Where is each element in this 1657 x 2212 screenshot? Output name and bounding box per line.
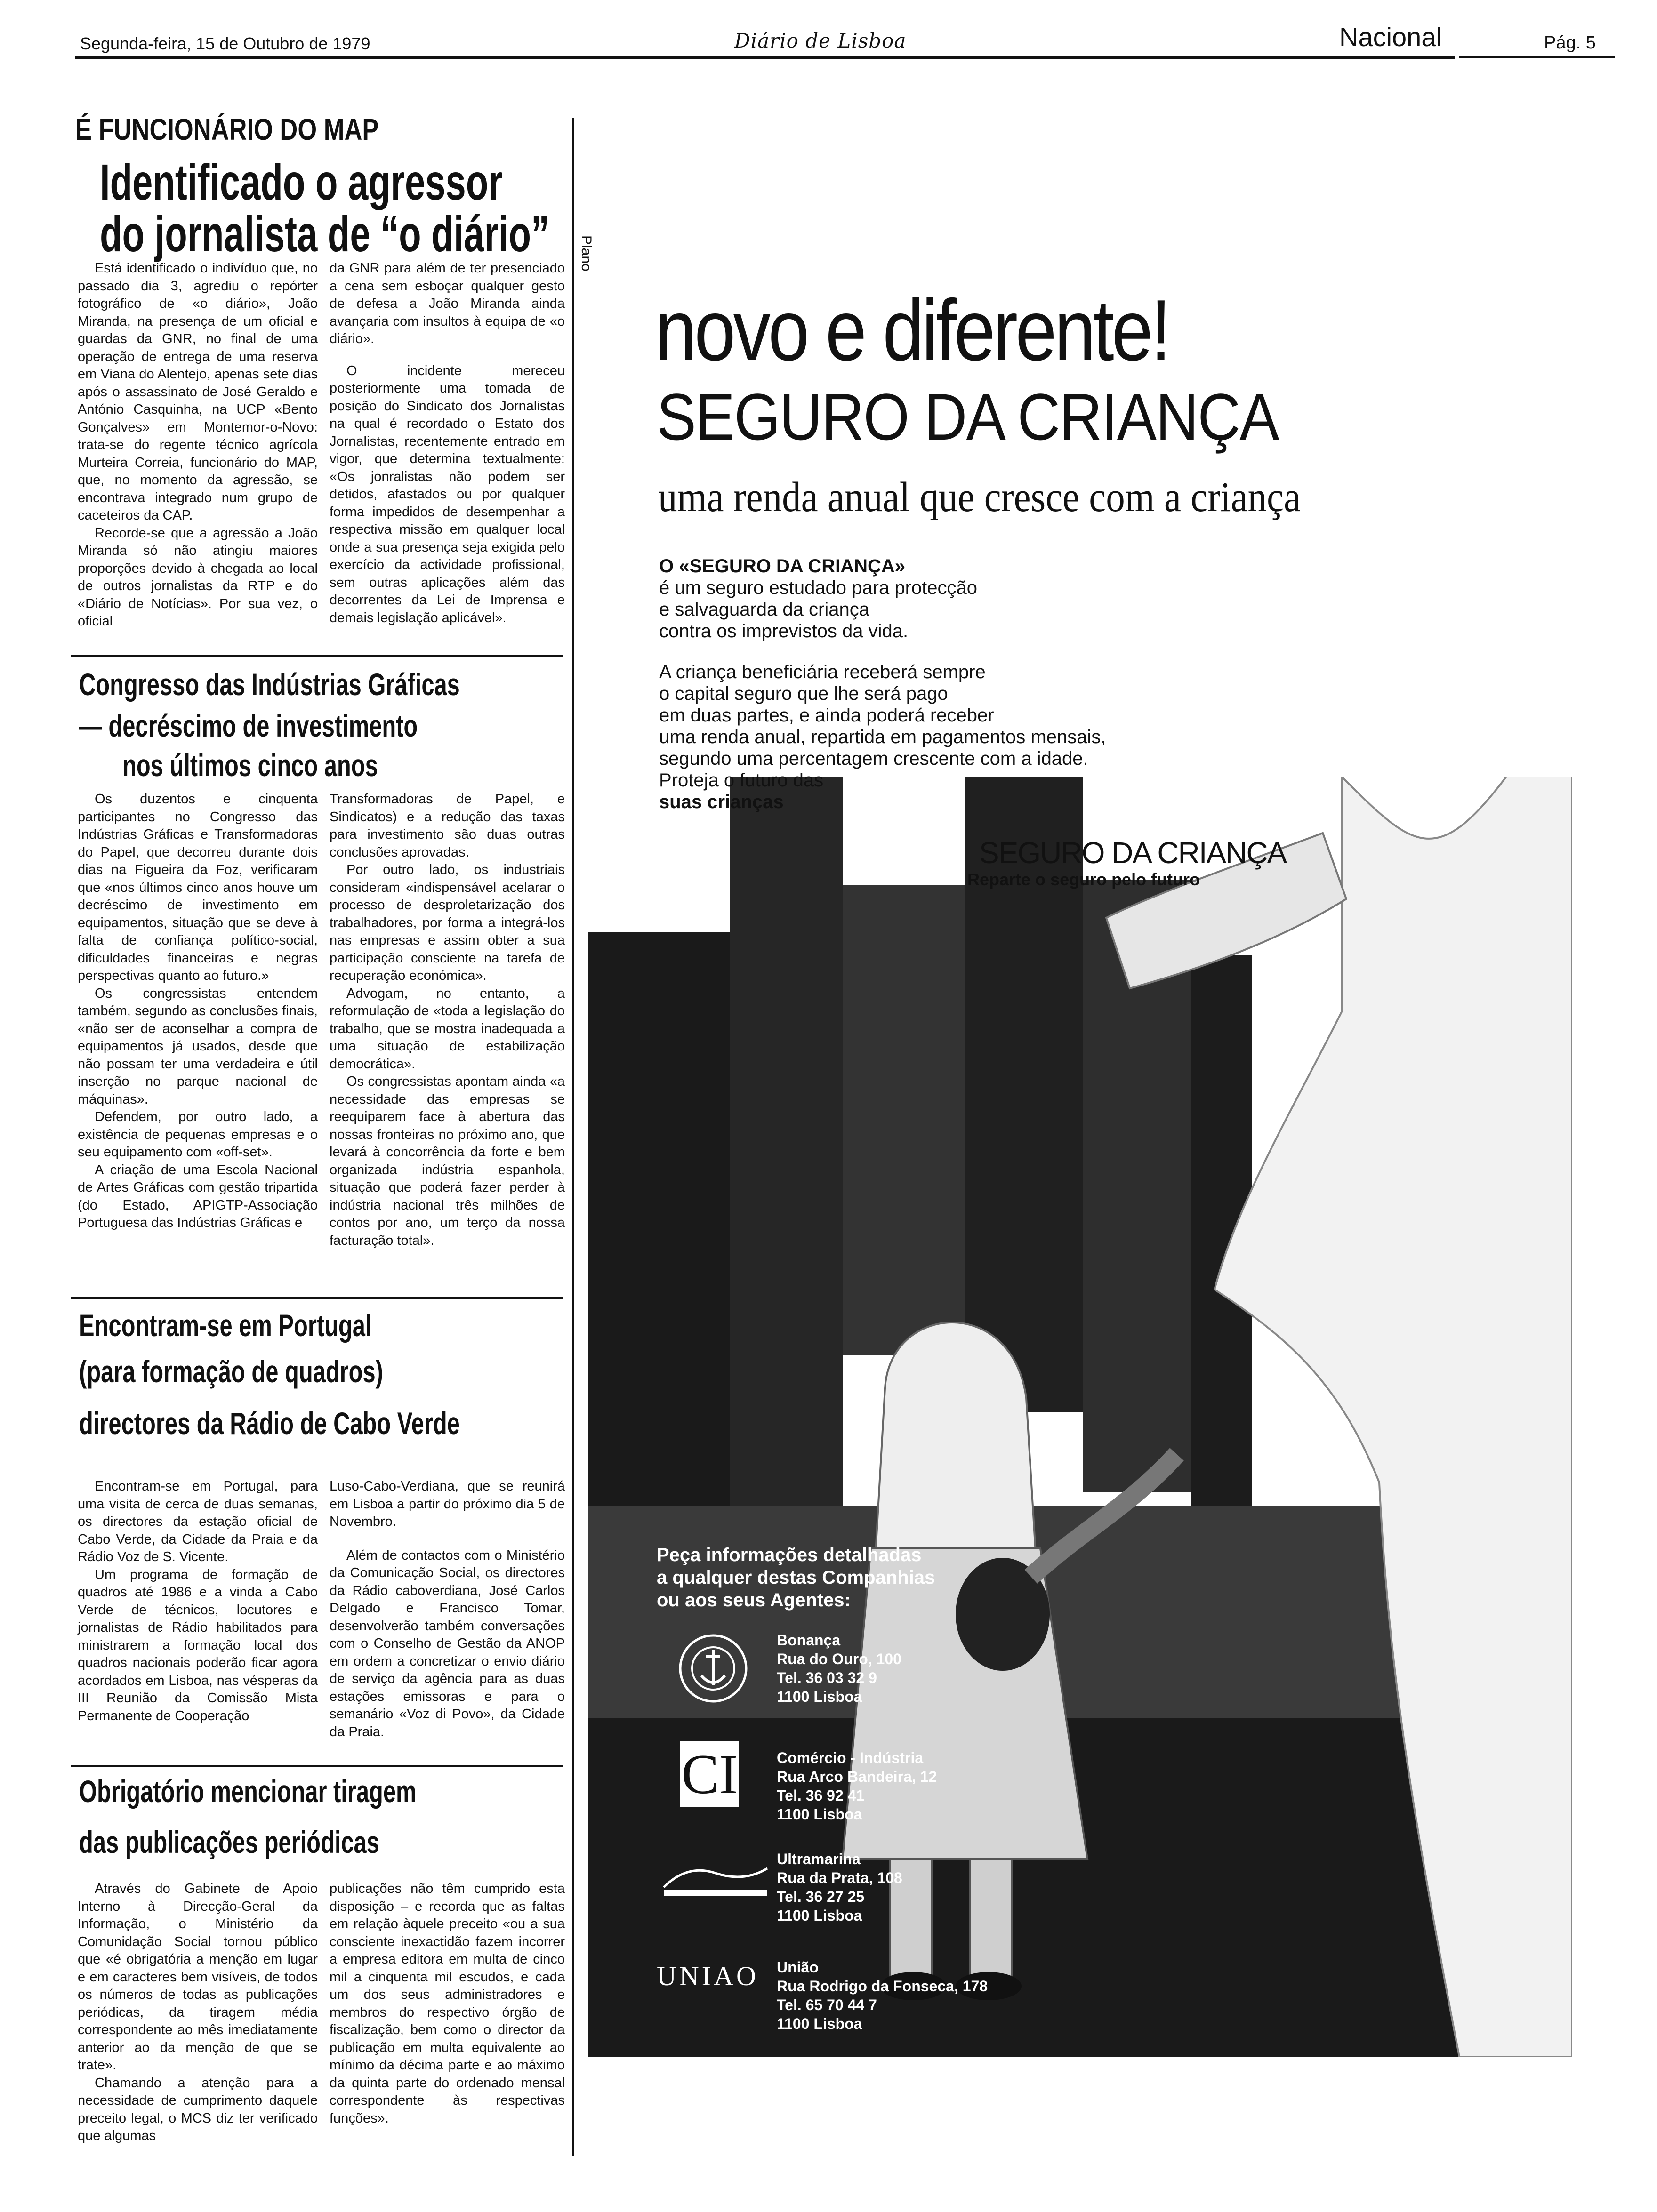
ad-title-line1: novo e diferente! xyxy=(655,281,1169,378)
newspaper-name: Diário de Lisboa xyxy=(734,29,907,52)
paragraph: Os congressistas entendem também, segundo as conclusões finais, «não ser de aconselhar a compra de equipamentos já usados, desde que não possam ter uma verdadeira e útil inserção no parque nacional de máquinas». xyxy=(78,986,318,1107)
company-comercio-industria xyxy=(777,1748,937,1824)
company-name: Bonança xyxy=(777,1632,841,1649)
article3-title-line2: (para formação de quadros) xyxy=(79,1354,383,1389)
ad-line: A criança beneficiária receberá sempre xyxy=(659,662,986,682)
article4-title-line2: das publicações periódicas xyxy=(79,1825,379,1859)
paragraph: Além de contactos com o Ministério da Comunicação Social, os directores da Rádio caboverdiana, José Carlos Delgado e Francisco Tomar, desenvolverão também conversações com o Conselho de Gestão da ANOP em ordem a concretizar o envio diário de serviço da agência para as duas estações emissoras e para o semanário «Voz di Povo», da Cidade da Praia. xyxy=(330,1547,565,1739)
company-name: Ultramarina xyxy=(777,1851,861,1867)
company-phone: Tel. 36 92 41 xyxy=(777,1787,865,1804)
ad-info-line: ou aos seus Agentes: xyxy=(657,1590,851,1611)
bonanca-logo-icon xyxy=(678,1633,748,1704)
article2-title-line3: nos últimos cinco anos xyxy=(122,748,378,783)
company-bonanca xyxy=(777,1631,901,1706)
company-phone: Tel. 36 27 25 xyxy=(777,1888,865,1905)
ad-line: e salvaguarda da criança xyxy=(659,599,869,620)
ad-credit: Plano xyxy=(579,235,594,272)
ad-title-line2: SEGURO DA CRIANÇA xyxy=(657,380,1279,454)
header-rule xyxy=(75,56,1455,59)
article2-title-line2: — decréscimo de investimento xyxy=(79,708,418,743)
paragraph: Por outro lado, os industriais consideram «indispensável acelarar o processo de desproletarização dos trabalhadores, por forma a integrá-los nas empresas e assim obter a sua participação consciente na tarefa de recuperação económica». xyxy=(330,862,565,983)
ad-tagline: Reparte o seguro pelo futuro xyxy=(967,870,1200,889)
ad-line: o capital seguro que lhe será pago xyxy=(659,683,948,704)
article1-column1 xyxy=(78,260,318,631)
article1-column2 xyxy=(330,260,565,627)
article4-title-line1: Obrigatório mencionar tiragem xyxy=(79,1774,417,1809)
paragraph: publicações não têm cumprido esta disposição – e recorda que as faltas em relação àquele preceito «ou a sua consciente inexactidão fazem incorrer a empresa editora em multa de cinco mil a cinquenta mil escudos, e cada um dos seus administradores e membros do respectivo órgão de fiscalização, bem como o director da publicação em multa equivalente ao mínimo da décima parte e ao máximo da quinta parte do ordenado mensal correspondente às respectivas funções». xyxy=(330,1881,565,2126)
ad-line: suas crianças xyxy=(659,792,784,812)
company-uniao xyxy=(777,1958,988,2033)
paragraph: da GNR para além de ter presenciado a cena sem esboçar qualquer gesto de defesa a João Miranda ainda avançaria com insultos à equipa de «o diário». xyxy=(330,261,565,346)
ad-line: em duas partes, e ainda poderá receber xyxy=(659,705,994,726)
company-address: Rua Arco Bandeira, 12 xyxy=(777,1768,937,1785)
ad-info xyxy=(657,1544,935,1611)
ad-line: uma renda anual, repartida em pagamentos mensais, xyxy=(659,727,1106,747)
header-rule-right xyxy=(1459,56,1615,58)
ad-brand: SEGURO DA CRIANÇA xyxy=(979,836,1287,870)
company-address: Rua Rodrigo da Fonseca, 178 xyxy=(777,1978,988,1995)
page-number: Pág. 5 xyxy=(1544,33,1596,53)
article3-title-line3: directores da Rádio de Cabo Verde xyxy=(79,1406,460,1441)
paragraph: Recorde-se que a agressão a João Miranda só não atingiu maiores proporções devido à chegada ao local de outros jornalistas da RTP e do «Diário de Notícias». Por sua vez, o oficial xyxy=(78,525,318,629)
company-city: 1100 Lisboa xyxy=(777,1907,862,1924)
article1-kicker: É FUNCIONÁRIO DO MAP xyxy=(75,112,379,146)
paragraph: Os duzentos e cinquenta participantes no Congresso das Indústrias Gráficas e Transformadoras do Papel, que decorreu durante dois dias na Figueira da Foz, verificaram que «nos últimos cinco anos houve um decréscimo de investimento em equipamentos, situação que se deve à falta de confiança político-social, dificuldades financeiras e negras perspectivas quanto ao futuro.» xyxy=(78,792,318,983)
article3-column1 xyxy=(78,1478,318,1725)
paragraph: A criação de uma Escola Nacional de Artes Gráficas com gestão tripartida (do Estado, APIGTP-Associação Portuguesa das Indústrias Gráficas e xyxy=(78,1162,318,1230)
article4-column1 xyxy=(78,1880,318,2145)
ad-line: contra os imprevistos da vida. xyxy=(659,621,909,641)
company-city: 1100 Lisboa xyxy=(777,2015,862,2032)
ad-paragraph-1 xyxy=(659,555,977,642)
ad-line: segundo uma percentagem crescente com a idade. xyxy=(659,748,1088,769)
ad-info-line: Peça informações detalhadas xyxy=(657,1545,922,1565)
company-phone: Tel. 65 70 44 7 xyxy=(777,1996,877,2013)
article4-column2 xyxy=(330,1880,565,2127)
article-separator xyxy=(71,1297,563,1299)
ci-logo: CI xyxy=(680,1741,739,1807)
company-name: Comércio - Indústria xyxy=(777,1749,924,1766)
paragraph: Transformadoras de Papel, e Sindicatos) e a redução das taxas para investimento são duas outras conclusões aprovadas. xyxy=(330,792,565,860)
article3-column2 xyxy=(330,1478,565,1741)
article1-title-line1: Identificado o agressor xyxy=(100,153,503,210)
article2-title-line1: Congresso das Indústrias Gráficas xyxy=(79,667,460,702)
article2-column1 xyxy=(78,791,318,1232)
paragraph: Chamando a atenção para a necessidade de cumprimento daquele preceito legal, o MCS diz ter verificado que algumas xyxy=(78,2075,318,2143)
article-separator xyxy=(71,655,563,657)
company-address: Rua do Ouro, 100 xyxy=(777,1651,901,1667)
section-name: Nacional xyxy=(1339,22,1442,52)
ad-line: é um seguro estudado para protecção xyxy=(659,577,977,598)
company-phone: Tel. 36 03 32 9 xyxy=(777,1669,877,1686)
ad-info-line: a qualquer destas Companhias xyxy=(657,1567,935,1588)
ad-line: Proteja o futuro das xyxy=(659,770,824,791)
uniao-logo: UNIAO xyxy=(657,1961,759,1991)
paragraph: Advogam, no entanto, a reformulação de «toda a legislação do trabalho, que se mostra inadequada a uma situação de estabilização democrática». xyxy=(330,986,565,1072)
company-city: 1100 Lisboa xyxy=(777,1688,862,1705)
article3-title-line1: Encontram-se em Portugal xyxy=(79,1308,372,1343)
paragraph: Um programa de formação de quadros até 1986 e a vinda a Cabo Verde de técnicos, locutores e jornalistas de Rádio habilitados para ministrarem a formação local dos quadros nacionais poderão ficar agora acordados em Lisboa, nas vésperas da III Reunião da Comissão Mista Permanente de Cooperação xyxy=(78,1567,318,1723)
article-separator xyxy=(71,1765,563,1767)
paragraph: Está identificado o indivíduo que, no passado dia 3, agrediu o repórter fotográfico de «o diário», João Miranda, na presença de um oficial e guardas da GNR, no final de uma operação de entrega de uma reserva em Viana do Alentejo, apenas sete dias após o assassinato de José Geraldo e António Casquinha, na UCP «Bento Gonçalves» em Montemor-o-Novo: trata-se do regente técnico agrícola Murteira Correia, funcionário do MAP, que, no momento da agressão, se encontrava integrado num grupo de caceteiros da CAP. xyxy=(78,261,318,523)
ultramarina-logo-icon xyxy=(659,1854,772,1901)
ad-paragraph-2 xyxy=(659,661,1106,813)
company-name: União xyxy=(777,1959,819,1976)
article1-title-line2: do jornalista de “o diário” xyxy=(100,205,549,262)
paragraph: Através do Gabinete de Apoio Interno à Direcção-Geral da Informação, o Ministério da Comunidação Social tornou público que «é obrigatória a menção em lugar e em caracteres bem visíveis, de todos os números de todas as publicações periódicas, da tiragem média correspondente ao mês imediatamente anterior ao da menção de que se trate». xyxy=(78,1881,318,2073)
header-date: Segunda-feira, 15 de Outubro de 1979 xyxy=(80,34,370,53)
paragraph: Luso-Cabo-Verdiana, que se reunirá em Lisboa a partir do próximo dia 5 de Novembro. xyxy=(330,1479,565,1529)
article2-column2 xyxy=(330,791,565,1250)
company-ultramarina xyxy=(777,1850,902,1925)
ad-line: O «SEGURO DA CRIANÇA» xyxy=(659,556,906,577)
ad-subtitle: uma renda anual que cresce com a criança xyxy=(658,474,1301,521)
paragraph: Os congressistas apontam ainda «a necessidade das empresas se reequiparem face à abertura das nossas fronteiras no próximo ano, que levará à concorrência da forte e bem organizada indústria espanhola, situação que poderá fazer perder à indústria nacional três milhões de contos por ano, um terço da nossa facturação total». xyxy=(330,1074,565,1248)
company-city: 1100 Lisboa xyxy=(777,1806,862,1823)
paragraph: Defendem, por outro lado, a existência de pequenas empresas e o seu equipamento com «off-set». xyxy=(78,1109,318,1160)
company-address: Rua da Prata, 108 xyxy=(777,1869,902,1886)
column-divider xyxy=(572,118,574,2156)
paragraph: Encontram-se em Portugal, para uma visita de cerca de duas semanas, os directores da estação oficial de Cabo Verde, da Cidade da Praia e da Rádio Voz de S. Vicente. xyxy=(78,1479,318,1564)
paragraph: O incidente mereceu posteriormente uma tomada de posição do Sindicato dos Jornalistas na qual é recordado o Estato dos Jornalistas, recentemente entrado em vigor, que determina textualmente: «Os jonralistas não podem ser detidos, afastados ou por qualquer forma impedidos de desempenhar a respectiva missão em qualquer local onde a sua presença seja exigida pelo exercício da actividade profissional, sem outras aplicações além das decorrentes da Lei de Imprensa e demais legislação aplicável». xyxy=(330,363,565,625)
